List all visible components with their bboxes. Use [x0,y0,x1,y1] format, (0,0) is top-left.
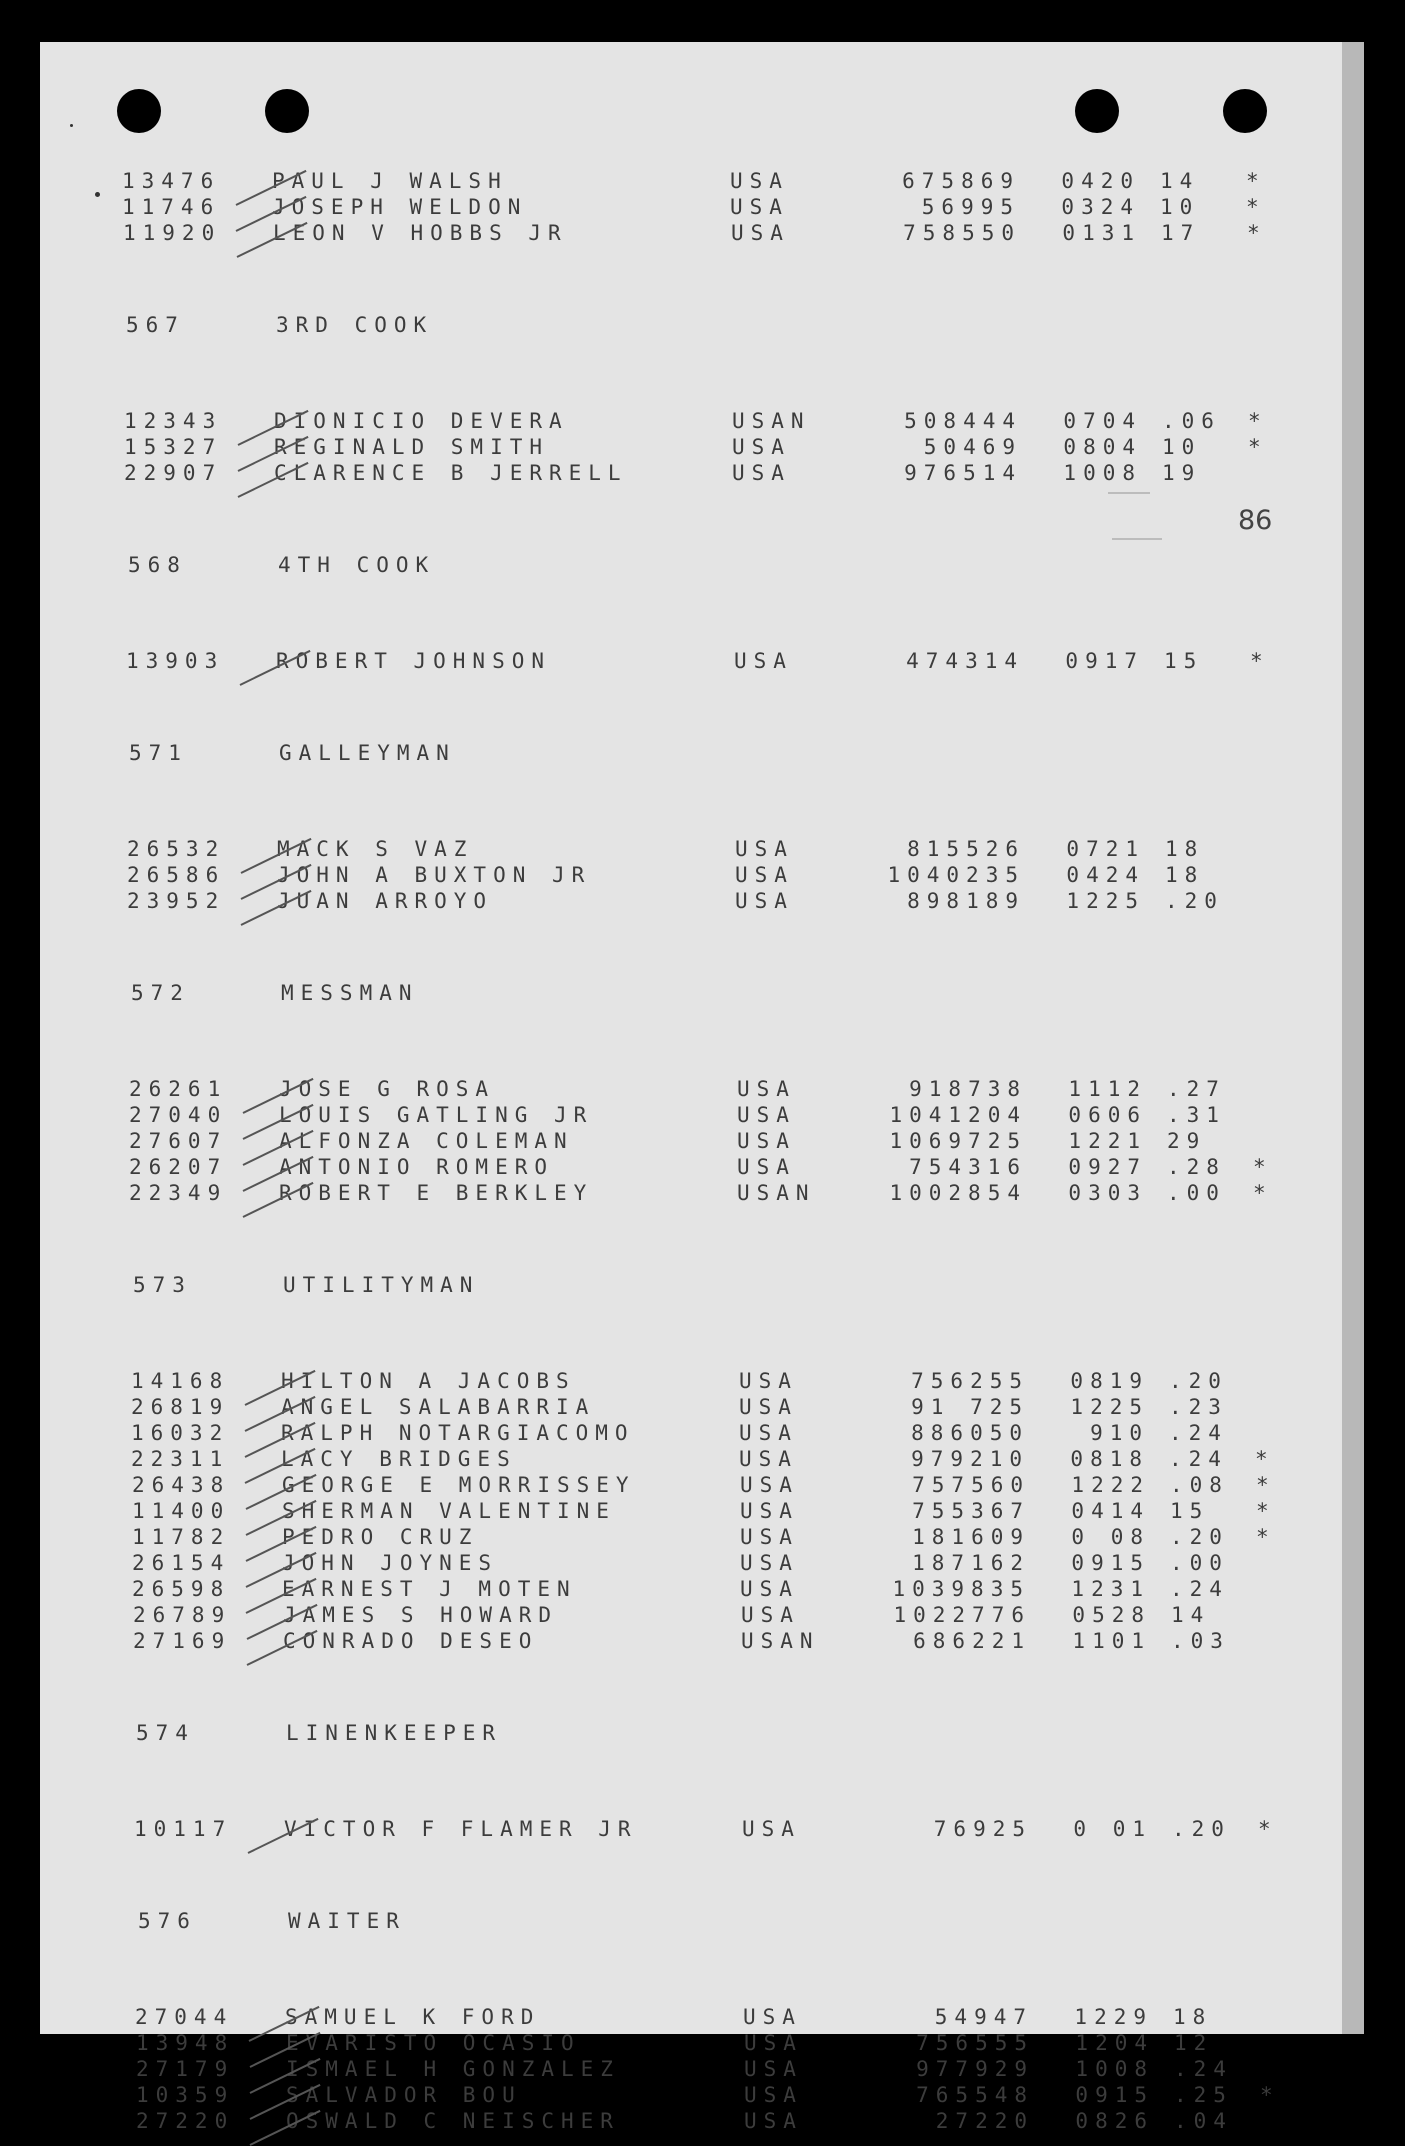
cell-val: .24 [1174,2057,1233,2081]
cell-val: 15 [1164,649,1204,673]
cell-id: 16032 [131,1421,230,1445]
cell-name: ALFONZA COLEMAN [279,1129,574,1153]
cell-date: 0826 [1075,2109,1154,2133]
section-title: 3RD COOK [276,313,434,337]
cell-id: 26532 [127,837,226,861]
cell-name: RALPH NOTARGIACOMO [281,1421,635,1445]
cell-date: 0915 [1075,2083,1154,2107]
cell-name: CLARENCE B JERRELL [274,461,628,485]
section-title: 4TH COOK [278,553,436,577]
cell-val: .20 [1170,1525,1229,1549]
cell-name: ANTONIO ROMERO [279,1155,555,1179]
cell-val: .04 [1174,2109,1233,2133]
section-code: 576 [138,1909,197,1933]
cell-id: 22311 [131,1447,230,1471]
cell-val: .24 [1169,1421,1228,1445]
cell-num: 187162 [912,1551,1030,1575]
cell-date: 0303 [1068,1181,1147,1205]
cell-nat: USA [739,1447,798,1471]
section-code: 574 [136,1721,195,1745]
cell-nat: USA [730,195,789,219]
cell-star: * [1250,649,1270,673]
cell-val: 10 [1160,195,1200,219]
cell-nat: USAN [737,1181,816,1205]
cell-date: 0917 [1065,649,1144,673]
cell-name: SALVADOR BOU [286,2083,522,2107]
cell-num: 1040235 [887,863,1025,887]
cell-date: 0915 [1071,1551,1150,1575]
cell-id: 27040 [129,1103,228,1127]
cell-date: 0 08 [1071,1525,1150,1549]
cell-id: 13948 [136,2031,235,2055]
cell-num: 918738 [909,1077,1027,1101]
cell-name: VICTOR F FLAMER JR [284,1817,638,1841]
cell-id: 11400 [132,1499,231,1523]
cell-num: 54947 [934,2005,1033,2029]
cell-star: * [1260,2083,1280,2107]
cell-date: 1008 [1063,461,1142,485]
cell-id: 26207 [129,1155,228,1179]
bullet-mark [95,192,100,197]
cell-date: 0324 [1061,195,1140,219]
cell-num: 91 725 [911,1395,1029,1419]
cell-date: 0606 [1068,1103,1147,1127]
cell-star: * [1255,1447,1275,1471]
cell-num: 976514 [904,461,1022,485]
cell-nat: USA [737,1155,796,1179]
cell-val: .27 [1167,1077,1226,1101]
cell-val: 10 [1162,435,1202,459]
cell-name: SHERMAN VALENTINE [282,1499,616,1523]
cell-id: 26438 [132,1473,231,1497]
cell-date: 0721 [1066,837,1145,861]
cell-name: REGINALD SMITH [274,435,550,459]
cell-nat: USA [740,1473,799,1497]
cell-num: 756255 [911,1369,1029,1393]
cell-nat: USA [734,649,793,673]
cell-id: 13476 [122,169,221,193]
cell-nat: USA [741,1603,800,1627]
cell-id: 14168 [131,1369,230,1393]
section-title: GALLEYMAN [279,741,456,765]
cell-num: 765548 [916,2083,1034,2107]
cell-nat: USA [732,461,791,485]
cell-num: 886050 [911,1421,1029,1445]
cell-val: .00 [1170,1551,1229,1575]
cell-nat: USA [740,1551,799,1575]
cell-star: * [1248,435,1268,459]
page-number-stamp: 86 [1238,505,1273,536]
cell-num: 686221 [913,1629,1031,1653]
cell-id: 13903 [126,649,225,673]
cell-name: ISMAEL H GONZALEZ [286,2057,620,2081]
cell-date: 1229 [1074,2005,1153,2029]
cell-num: 675869 [902,169,1020,193]
cell-id: 12343 [124,409,223,433]
cell-nat: USA [740,1499,799,1523]
cell-num: 181609 [912,1525,1030,1549]
cell-name: CONRADO DESEO [283,1629,539,1653]
cell-num: 76925 [933,1817,1032,1841]
section-code: 571 [129,741,188,765]
punch-hole [117,89,161,133]
cell-id: 15327 [124,435,223,459]
cell-id: 26789 [133,1603,232,1627]
cell-num: 754316 [909,1155,1027,1179]
cell-val: .20 [1165,889,1224,913]
sheet-edge-shadow [1342,42,1364,2034]
cell-date: 0 01 [1073,1817,1152,1841]
cell-date: 0804 [1063,435,1142,459]
punch-hole [1223,89,1267,133]
cell-num: 1002854 [889,1181,1027,1205]
cell-val: 17 [1161,221,1201,245]
cell-id: 26819 [131,1395,230,1419]
cell-num: 27220 [935,2109,1034,2133]
cell-num: 1039835 [892,1577,1030,1601]
cell-date: 0528 [1072,1603,1151,1627]
cell-name: ROBERT JOHNSON [276,649,552,673]
cell-id: 22907 [124,461,223,485]
cell-star: * [1248,409,1268,433]
faint-marking [1108,492,1150,494]
cell-nat: USA [744,2083,803,2107]
cell-star: * [1256,1525,1276,1549]
cell-id: 26261 [129,1077,228,1101]
cell-val: 14 [1160,169,1200,193]
cell-num: 508444 [904,409,1022,433]
cell-val: .28 [1167,1155,1226,1179]
cell-num: 815526 [907,837,1025,861]
cell-id: 11746 [122,195,221,219]
cell-num: 979210 [911,1447,1029,1471]
cell-date: 0424 [1066,863,1145,887]
cell-date: 1231 [1071,1577,1150,1601]
cell-date: 1222 [1071,1473,1150,1497]
section-code: 572 [131,981,190,1005]
cell-name: JOSEPH WELDON [272,195,528,219]
cell-nat: USA [732,435,791,459]
cell-nat: USA [735,889,794,913]
cell-date: 1008 [1075,2057,1154,2081]
cell-val: 19 [1162,461,1202,485]
cell-num: 1022776 [893,1603,1031,1627]
cell-date: 910 [1090,1421,1149,1445]
cell-name: GEORGE E MORRISSEY [282,1473,636,1497]
cell-id: 26154 [132,1551,231,1575]
cell-num: 758550 [903,221,1021,245]
cell-num: 898189 [907,889,1025,913]
cell-date: 0131 [1062,221,1141,245]
cell-nat: USA [735,863,794,887]
cell-nat: USA [735,837,794,861]
cell-name: MACK S VAZ [277,837,474,861]
cell-val: .03 [1171,1629,1230,1653]
cell-date: 0927 [1068,1155,1147,1179]
cell-name: OSWALD C NEISCHER [286,2109,620,2133]
cell-date: 0420 [1061,169,1140,193]
section-code: 568 [128,553,187,577]
cell-star: * [1247,221,1267,245]
cell-name: ROBERT E BERKLEY [279,1181,594,1205]
cell-name: EARNEST J MOTEN [282,1577,577,1601]
cell-num: 977929 [916,2057,1034,2081]
cell-nat: USA [730,169,789,193]
cell-nat: USA [740,1577,799,1601]
section-code: 567 [126,313,185,337]
cell-nat: USA [739,1369,798,1393]
cell-num: 56995 [921,195,1020,219]
cell-nat: USA [737,1129,796,1153]
cell-val: .00 [1167,1181,1226,1205]
cell-id: 22349 [129,1181,228,1205]
cell-star: * [1246,169,1266,193]
cell-date: 1101 [1072,1629,1151,1653]
cell-val: .08 [1170,1473,1229,1497]
section-title: LINENKEEPER [286,1721,503,1745]
cell-name: JOHN JOYNES [282,1551,499,1575]
cell-id: 26586 [127,863,226,887]
cell-date: 1112 [1068,1077,1147,1101]
section-title: UTILITYMAN [283,1273,480,1297]
cell-num: 757560 [912,1473,1030,1497]
cell-val: 12 [1174,2031,1214,2055]
cell-star: * [1258,1817,1278,1841]
cell-name: JAMES S HOWARD [283,1603,559,1627]
cell-name: HILTON A JACOBS [281,1369,576,1393]
cell-nat: USA [739,1421,798,1445]
cell-val: .24 [1169,1447,1228,1471]
cell-id: 27220 [136,2109,235,2133]
cell-val: .23 [1169,1395,1228,1419]
cell-name: DIONICIO DEVERA [274,409,569,433]
cell-name: JOHN A BUXTON JR [277,863,592,887]
cell-star: * [1256,1473,1276,1497]
cell-val: .20 [1169,1369,1228,1393]
cell-num: 1069725 [889,1129,1027,1153]
cell-nat: USA [737,1103,796,1127]
cell-nat: USA [744,2031,803,2055]
speck-mark [70,124,73,127]
cell-id: 10359 [136,2083,235,2107]
cell-name: PEDRO CRUZ [282,1525,479,1549]
cell-val: 18 [1173,2005,1213,2029]
cell-val: 15 [1170,1499,1210,1523]
cell-nat: USA [739,1395,798,1419]
cell-id: 27179 [136,2057,235,2081]
cell-nat: USA [742,1817,801,1841]
cell-date: 0818 [1070,1447,1149,1471]
cell-id: 27607 [129,1129,228,1153]
section-title: MESSMAN [281,981,419,1005]
cell-nat: USA [744,2109,803,2133]
cell-val: 14 [1171,1603,1211,1627]
cell-name: JUAN ARROYO [277,889,494,913]
cell-val: 29 [1167,1129,1207,1153]
section-code: 573 [133,1273,192,1297]
cell-name: SAMUEL K FORD [285,2005,541,2029]
cell-num: 1041204 [889,1103,1027,1127]
cell-val: .31 [1167,1103,1226,1127]
cell-name: LEON V HOBBS JR [273,221,568,245]
cell-num: 755367 [912,1499,1030,1523]
cell-id: 27169 [133,1629,232,1653]
cell-star: * [1253,1155,1273,1179]
cell-name: JOSE G ROSA [279,1077,496,1101]
cell-num: 756555 [916,2031,1034,2055]
cell-name: ANGEL SALABARRIA [281,1395,596,1419]
cell-date: 1204 [1075,2031,1154,2055]
punch-hole [1075,89,1119,133]
cell-date: 1225 [1066,889,1145,913]
cell-star: * [1246,195,1266,219]
cell-id: 11920 [123,221,222,245]
cell-num: 474314 [906,649,1024,673]
cell-id: 23952 [127,889,226,913]
cell-star: * [1253,1181,1273,1205]
cell-num: 50469 [923,435,1022,459]
cell-id: 26598 [132,1577,231,1601]
cell-nat: USA [743,2005,802,2029]
section-title: WAITER [288,1909,406,1933]
cell-id: 27044 [135,2005,234,2029]
cell-val: .06 [1162,409,1221,433]
cell-name: LACY BRIDGES [281,1447,517,1471]
cell-date: 1225 [1070,1395,1149,1419]
cell-name: EVARISTO OCASIO [286,2031,581,2055]
cell-nat: USA [740,1525,799,1549]
cell-date: 0704 [1063,409,1142,433]
cell-name: PAUL J WALSH [272,169,508,193]
cell-date: 0819 [1070,1369,1149,1393]
punch-hole [265,89,309,133]
cell-nat: USA [737,1077,796,1101]
cell-nat: USAN [732,409,811,433]
cell-val: .25 [1174,2083,1233,2107]
faint-marking [1112,538,1162,540]
cell-id: 11782 [132,1525,231,1549]
cell-star: * [1256,1499,1276,1523]
cell-val: .20 [1172,1817,1231,1841]
cell-nat: USA [744,2057,803,2081]
document-sheet [40,42,1342,2034]
cell-id: 10117 [134,1817,233,1841]
cell-nat: USA [731,221,790,245]
cell-name: LOUIS GATLING JR [279,1103,594,1127]
cell-date: 0414 [1071,1499,1150,1523]
cell-val: .24 [1170,1577,1229,1601]
cell-date: 1221 [1068,1129,1147,1153]
cell-nat: USAN [741,1629,820,1653]
cell-val: 18 [1165,837,1205,861]
cell-val: 18 [1165,863,1205,887]
